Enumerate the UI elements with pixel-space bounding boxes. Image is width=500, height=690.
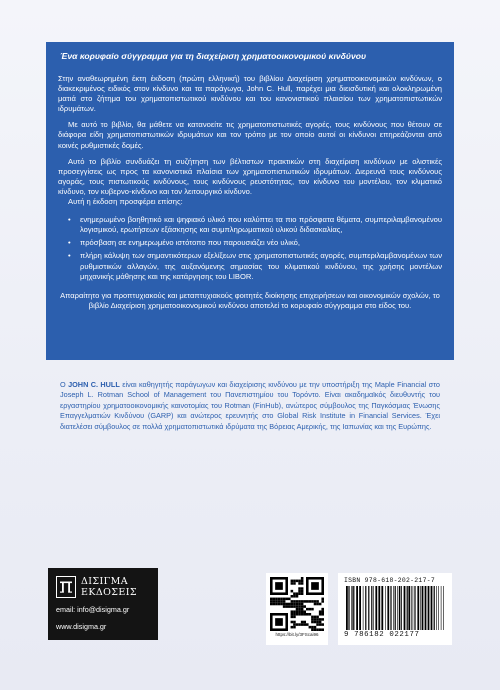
qr-caption: https://bit.ly/3FScai96 [275, 632, 319, 637]
bullet-icon: • [68, 215, 71, 225]
publisher-subtitle: ΕΚΔΟΣΕΙΣ [81, 587, 138, 598]
publisher-logo-icon [56, 576, 76, 598]
publisher-website: www.disigma.gr [56, 622, 107, 631]
bullet-icon: • [68, 238, 71, 248]
barcode-icon [344, 586, 446, 630]
list-item-text: ενημερωμένο βοηθητικό και ψηφιακό υλικό που καλύπτει τα πιο πρόσφατα θέματα, συμπεριλαμβανομένου λογισμικού, ερωτήσεων εξάσκησης και συμπληρωματικού υλικού διδασκαλίας, [80, 215, 442, 235]
qr-code-icon [270, 577, 324, 631]
description-paragraph-1 [58, 74, 442, 114]
isbn-barcode-block [338, 573, 452, 645]
list-item [58, 215, 442, 235]
publisher-block [48, 568, 158, 640]
panel-title: Ένα κορυφαίο σύγγραμμα για τη διαχείριση χρηματοοικονομικού κινδύνου [60, 51, 367, 61]
author-name: JOHN C. HULL [68, 380, 120, 389]
author-bio-text: είναι καθηγητής παράγωγων και διαχείρισης κινδύνου με την υποστήριξη της Maple Financial στο Joseph L. Rotman School of Management του Πανεπιστημίου του Τορόντο. Είναι ακαδημαϊκός διευθυντής του εργαστηρίου χρηματοοικονομικής καινοτομίας του Rotman (FinHub), ανώτερος σύμβουλος της Παγκόσμιας Ένωσης Επαγγελματιών Κινδύνου (GARP) και ανώτερος ερευνητής στο Global Risk Institute in Financial Services. Έχει διατελέσει σύμβουλος σε πολλά χρηματοπιστωτικά ιδρύματα της Βόρειας Αμερικής, της Ιαπωνίας και της Ευρώπης. [60, 380, 440, 431]
publisher-logo [56, 576, 150, 598]
description-paragraph-2: Με αυτό το βιβλίο, θα μάθετε να κατανοείτε τις χρηματοπιστωτικές αγορές, τους κινδύνους που θέτουν σε διάφορα είδη χρηματοπιστωτικών ιδρυμάτων και τον τρόπο με τον οποίο αυτοί οι κίνδυνοι επηρεάζονται από κοινές ρυθμιστικές δομές. [58, 120, 442, 150]
list-item-text: πρόσβαση σε ενημερωμένο ιστότοπο που παρουσιάζει νέο υλικό, [80, 238, 301, 248]
paragraph-text: Στην αναθεωρημένη έκτη έκδοση (πρώτη ελληνική) του βιβλίου Διαχείριση χρηματοοικονομικών κινδύνων, ο διακεκριμένος ειδικός στον κίνδυνο και τα παράγωγα, John C. Hull, παρέχει μια διεισδυτική και ολοκληρωμένη ματιά στο ζήτημα του χρηματοπιστωτικού κινδύνου και του κανονιστικού πλαισίου των χρηματοπιστωτικών ιδρυμάτων. [58, 74, 442, 114]
pi-glyph-icon [59, 580, 73, 594]
list-item [58, 251, 442, 281]
author-prefix: Ο [60, 380, 69, 389]
description-paragraph-5: Απαραίτητο για προπτυχιακούς και μεταπτυχιακούς φοιτητές διοίκησης επιχειρήσεων και οικονομικών σχολών, το βιβλίο Διαχείριση χρηματοοικονομικού κινδύνου αποτελεί το κορυφαίο σύγγραμμα στο είδος του. [60, 290, 440, 310]
features-list [58, 215, 442, 282]
qr-code-block [266, 573, 328, 645]
list-item-text: πλήρη κάλυψη των σημαντικότερων εξελίξεων στις χρηματοπιστωτικές αγορές, συμπεριλαμβανομένων των ρυθμιστικών αλλαγών, της αυξανόμενης σημασίας του κλιματικού κινδύνου, της χρήσης μοντέλων μηχανικής μάθησης και της κατάργησης του LIBOR. [80, 251, 442, 281]
description-paragraph-3: Αυτό το βιβλίο συνδυάζει τη συζήτηση των βέλτιστων πρακτικών στη διαχείριση κινδύνων με ολιστικές προσεγγίσεις ως προς τα κανονιστικά πλαίσια των χρηματοπιστωτικών ιδρυμάτων. Διερευνά τους κινδύνους αγοράς, τους πιστωτικούς κινδύνους, τους κινδύνους ρευστότητας, τον κίνδυνο του μοντέλου, τον κλιματικό κίνδυνο, τον κυβερνο-κίνδυνο και τον λειτουργικό κίνδυνο. [58, 156, 442, 196]
description-panel [46, 42, 454, 360]
publisher-name: ΔΙΣΙΓΜΑ [81, 576, 129, 587]
barcode-digits: 9 786182 022177 [344, 631, 420, 639]
description-paragraph-4: Αυτή η έκδοση προσφέρει επίσης: [68, 197, 183, 207]
author-bio [60, 380, 440, 432]
publisher-email: email: info@disigma.gr [56, 605, 130, 614]
list-item [58, 238, 442, 248]
isbn-label: ISBN 978-618-202-217-7 [344, 577, 435, 584]
bullet-icon: • [68, 251, 71, 261]
